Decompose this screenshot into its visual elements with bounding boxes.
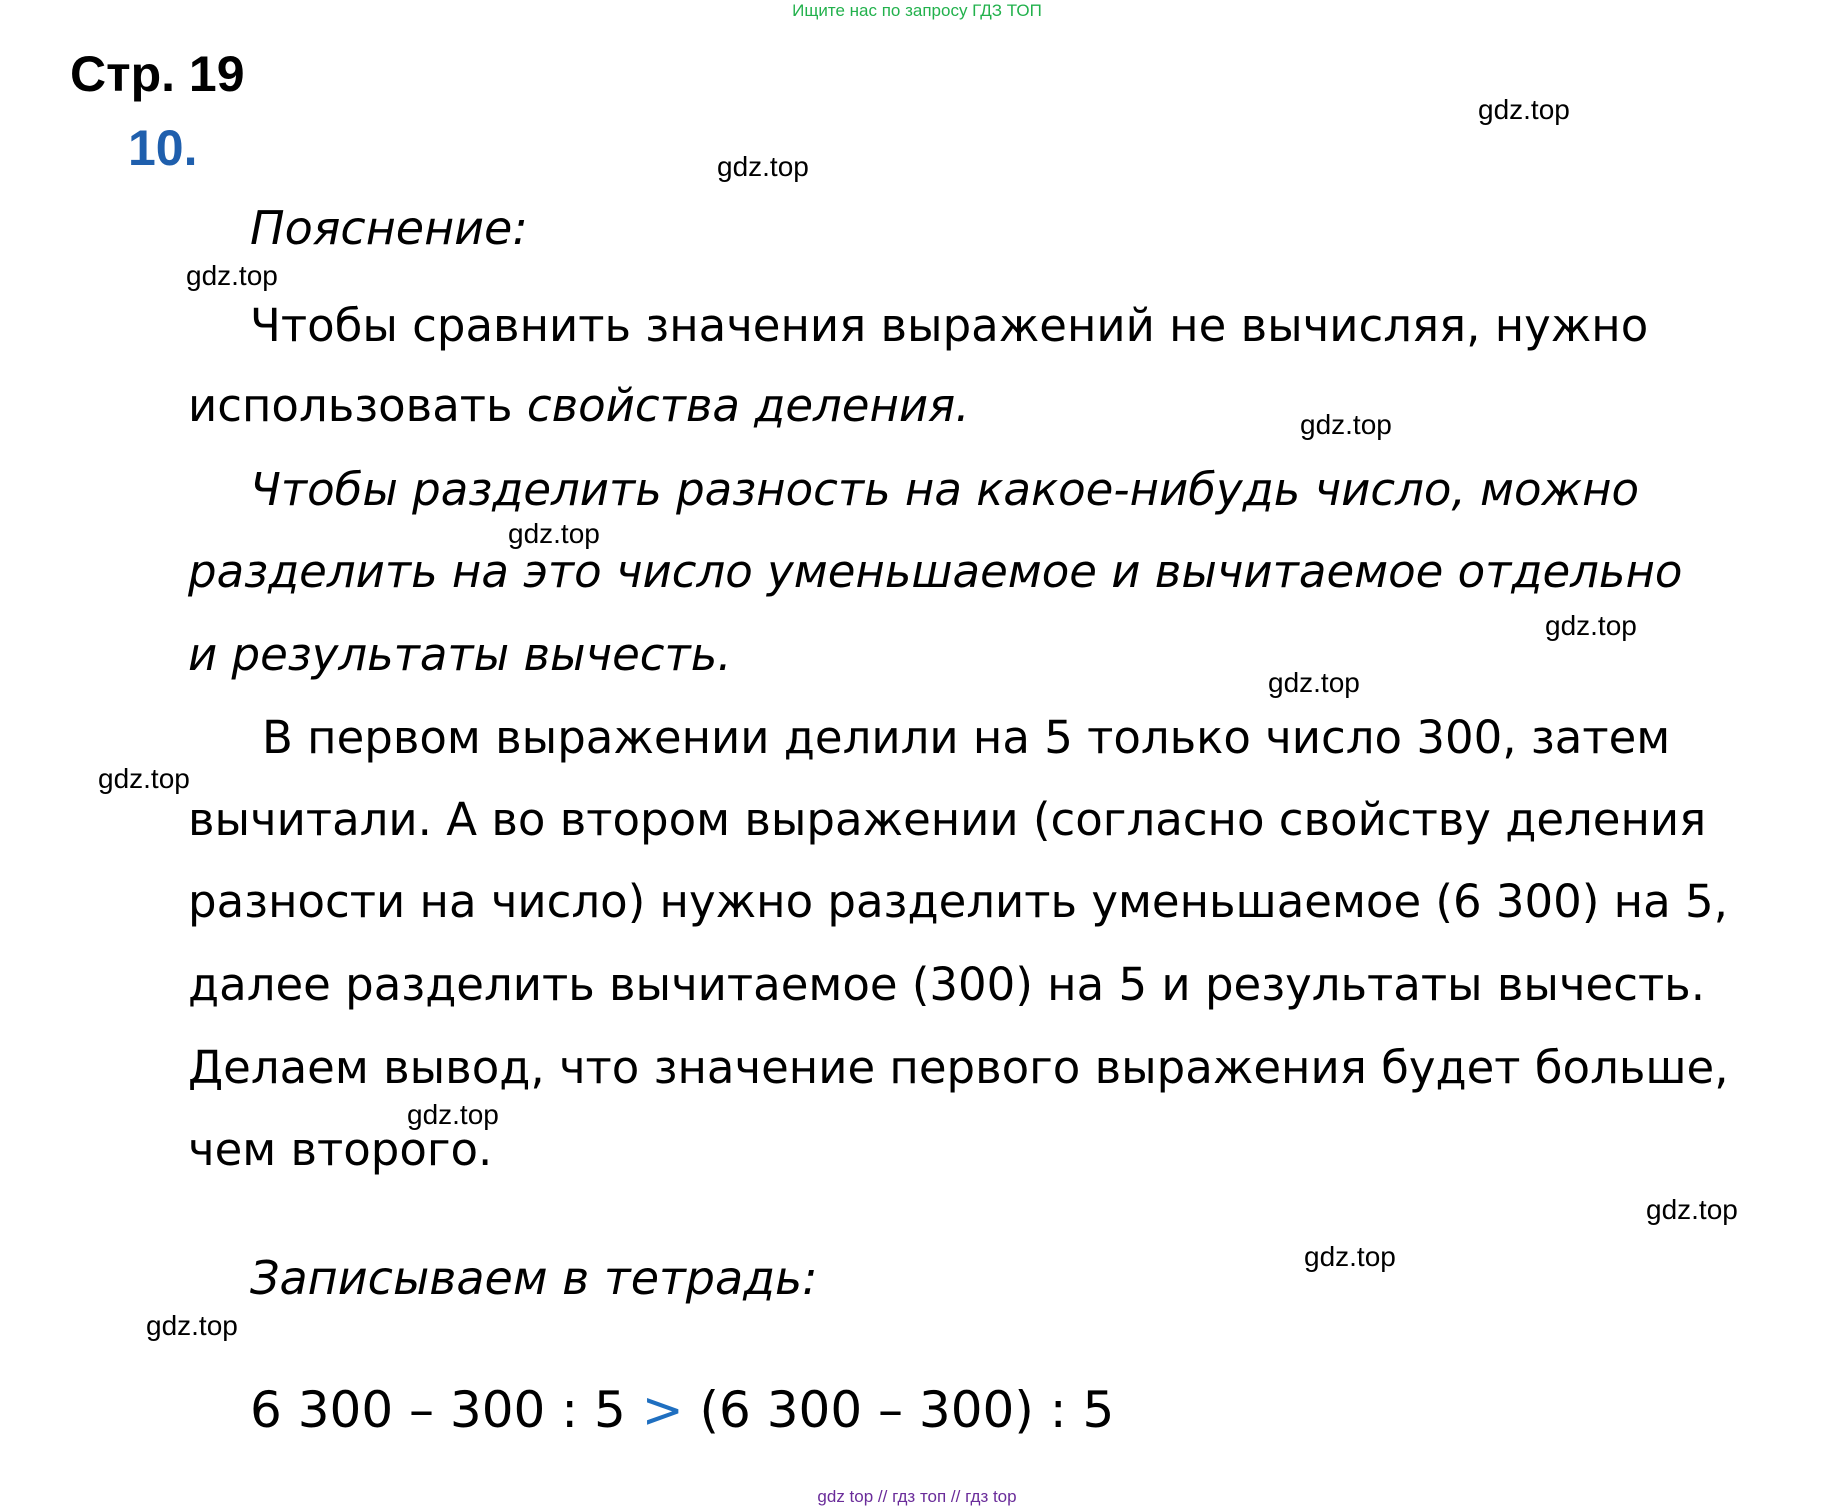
watermark: gdz.top bbox=[1545, 610, 1637, 641]
comparison-formula bbox=[250, 1380, 1114, 1440]
paragraph2-line2: вычитали. А во втором выражении (согласно свойству деления bbox=[188, 793, 1707, 846]
watermark: gdz.top bbox=[407, 1099, 499, 1130]
bottom-banner: gdz top // гдз топ // гдз top bbox=[817, 1487, 1017, 1506]
paragraph1-line2-plain: использовать bbox=[188, 379, 527, 432]
top-banner: Ищите нас по запросу ГДЗ ТОП bbox=[792, 1, 1042, 20]
watermark: gdz.top bbox=[146, 1310, 238, 1341]
notebook-heading: Записываем в тетрадь: bbox=[250, 1251, 818, 1305]
formula-left: 6 300 – 300 : 5 bbox=[250, 1381, 642, 1439]
paragraph2-line3: разности на число) нужно разделить уменьшаемое (6 300) на 5, bbox=[188, 875, 1728, 928]
explanation-heading: Пояснение: bbox=[250, 201, 528, 255]
page-reference: Стр. 19 bbox=[70, 46, 245, 102]
task-number: 10. bbox=[128, 120, 198, 176]
paragraph1-line1: Чтобы сравнить значения выражений не вычисляя, нужно bbox=[250, 299, 1649, 352]
watermark: gdz.top bbox=[1478, 94, 1570, 125]
paragraph1-line2 bbox=[188, 378, 970, 434]
paragraph2-line6: чем второго. bbox=[188, 1123, 493, 1176]
watermark: gdz.top bbox=[1268, 667, 1360, 698]
watermark: gdz.top bbox=[1646, 1194, 1738, 1225]
rule-line3: и результаты вычесть. bbox=[188, 628, 732, 681]
watermark: gdz.top bbox=[98, 763, 190, 794]
paragraph2-line5: Делаем вывод, что значение первого выражения будет больше, bbox=[188, 1041, 1729, 1094]
watermark: gdz.top bbox=[508, 518, 600, 549]
paragraph1-line2-italic: свойства деления. bbox=[526, 379, 970, 432]
rule-line1: Чтобы разделить разность на какое-нибудь число, можно bbox=[250, 463, 1640, 516]
watermark: gdz.top bbox=[1304, 1241, 1396, 1272]
paragraph2-line4: далее разделить вычитаемое (300) на 5 и результаты вычесть. bbox=[188, 958, 1705, 1011]
comparison-sign: > bbox=[641, 1381, 684, 1439]
watermark: gdz.top bbox=[186, 260, 278, 291]
watermark: gdz.top bbox=[717, 151, 809, 182]
formula-right: (6 300 – 300) : 5 bbox=[683, 1381, 1115, 1439]
paragraph2-line1: В первом выражении делили на 5 только число 300, затем bbox=[262, 711, 1671, 764]
rule-line2: разделить на это число уменьшаемое и вычитаемое отдельно bbox=[188, 545, 1683, 598]
watermark: gdz.top bbox=[1300, 409, 1392, 440]
